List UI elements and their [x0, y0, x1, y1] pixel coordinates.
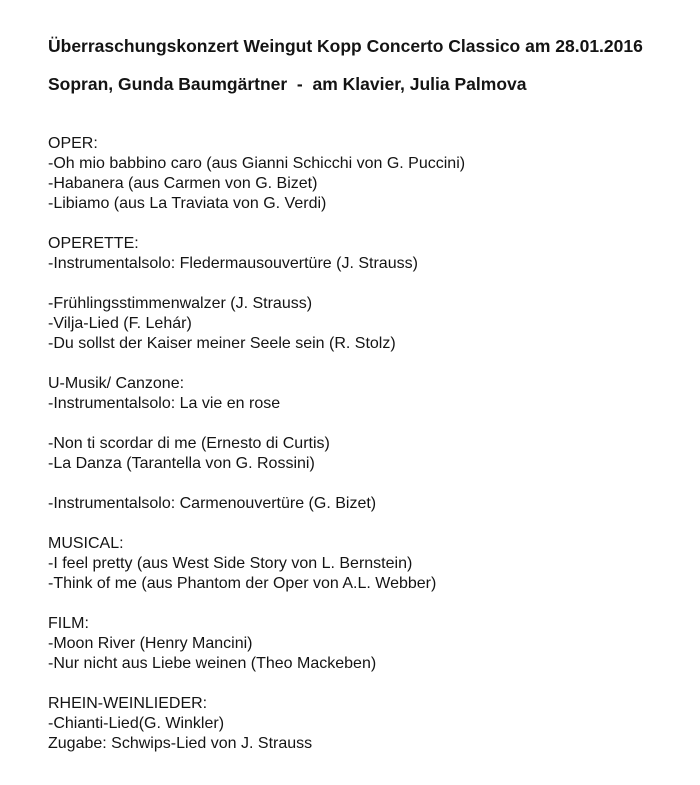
program-line: -La Danza (Tarantella von G. Rossini) — [48, 455, 315, 472]
blank-line — [48, 274, 670, 294]
section-heading-oper: OPER: — [48, 135, 98, 152]
section-umusik-canzone — [48, 374, 670, 514]
program-performers: Sopran, Gunda Baumgärtner - am Klavier, Julia Palmova — [48, 74, 527, 94]
blank-line — [48, 674, 670, 694]
program-line: -Frühlingsstimmenwalzer (J. Strauss) — [48, 295, 313, 312]
program-body — [48, 134, 670, 754]
blank-line — [48, 514, 670, 534]
section-film — [48, 614, 670, 674]
program-line: -Moon River (Henry Mancini) — [48, 635, 253, 652]
program-line: -Habanera (aus Carmen von G. Bizet) — [48, 175, 318, 192]
program-line: -Nur nicht aus Liebe weinen (Theo Mackeben) — [48, 655, 377, 672]
section-rhein-weinlieder — [48, 694, 670, 754]
blank-line — [48, 474, 670, 494]
program-title: Überraschungskonzert Weingut Kopp Concerto Classico am 28.01.2016 — [48, 36, 643, 56]
section-operette — [48, 234, 670, 354]
program-line: -I feel pretty (aus West Side Story von L. Bernstein) — [48, 555, 413, 572]
section-oper — [48, 134, 670, 214]
program-line: -Instrumentalsolo: Fledermausouvertüre (J. Strauss) — [48, 255, 418, 272]
program-line: -Vilja-Lied (F. Lehár) — [48, 315, 192, 332]
blank-line — [48, 354, 670, 374]
program-line-zugabe: Zugabe: Schwips-Lied von J. Strauss — [48, 735, 313, 752]
section-musical — [48, 534, 670, 594]
program-line: -Non ti scordar di me (Ernesto di Curtis) — [48, 435, 330, 452]
program-line: -Think of me (aus Phantom der Oper von A.L. Webber) — [48, 575, 437, 592]
section-heading-umusik-canzone: U-Musik/ Canzone: — [48, 375, 185, 392]
blank-line — [48, 214, 670, 234]
program-line: -Libiamo (aus La Traviata von G. Verdi) — [48, 195, 327, 212]
section-heading-operette: OPERETTE: — [48, 235, 139, 252]
program-line: -Chianti-Lied(G. Winkler) — [48, 715, 225, 732]
section-heading-film: FILM: — [48, 615, 89, 632]
blank-line — [48, 414, 670, 434]
program-line: -Instrumentalsolo: Carmenouvertüre (G. Bizet) — [48, 495, 377, 512]
program-line: -Du sollst der Kaiser meiner Seele sein (R. Stolz) — [48, 335, 396, 352]
program-line: -Instrumentalsolo: La vie en rose — [48, 395, 281, 412]
blank-line — [48, 594, 670, 614]
section-heading-musical: MUSICAL: — [48, 535, 124, 552]
section-heading-rhein-weinlieder: RHEIN-WEINLIEDER: — [48, 695, 208, 712]
program-line: -Oh mio babbino caro (aus Gianni Schicchi von G. Puccini) — [48, 155, 466, 172]
